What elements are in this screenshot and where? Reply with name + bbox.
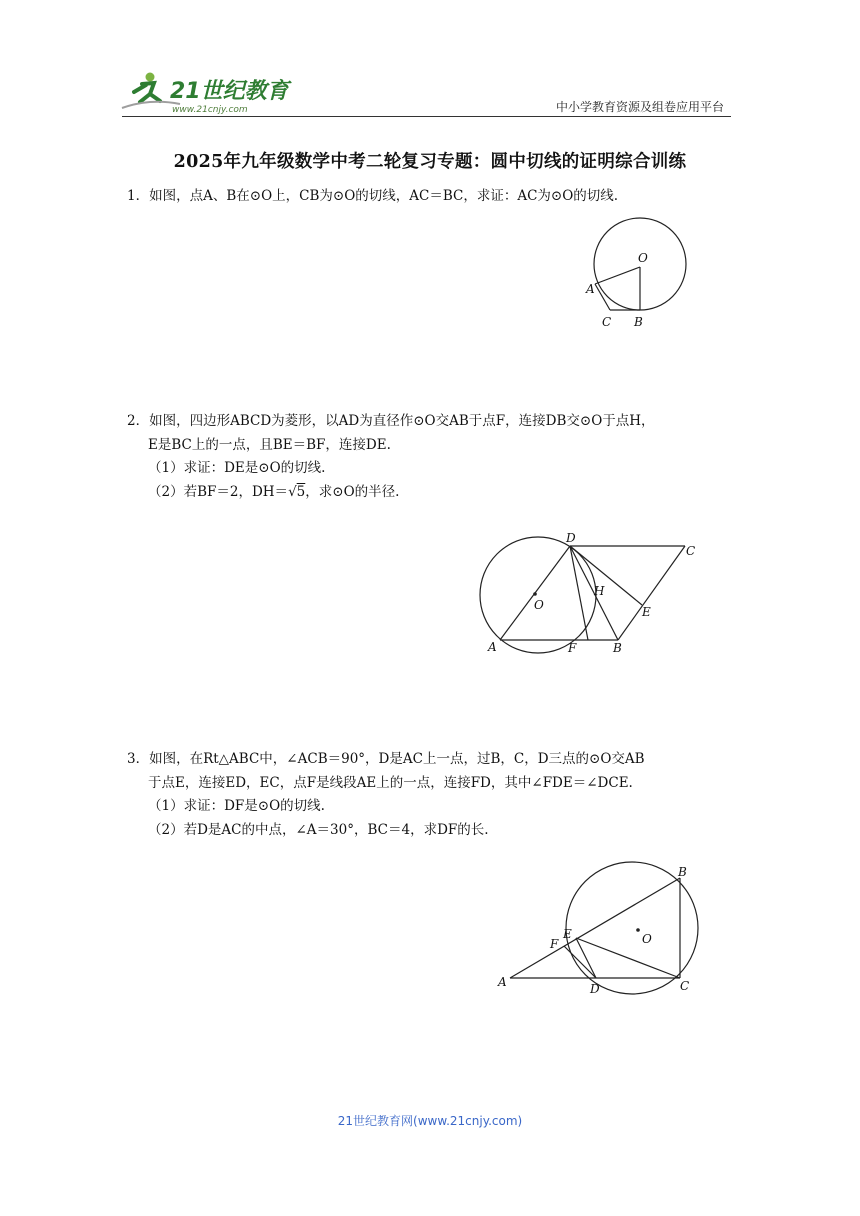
question-2-radicand: 5: [296, 483, 306, 500]
logo-url: www.21cnjy.com: [172, 105, 248, 115]
sqrt-symbol: √: [288, 483, 297, 500]
logo-text: 21世纪教育: [170, 79, 289, 104]
question-1-text: 1．如图，点A、B在⊙O上，CB为⊙O的切线，AC＝BC，求证：AC为⊙O的切线.: [127, 188, 619, 204]
label-a: A: [488, 640, 497, 654]
segment-ab: [510, 878, 680, 978]
label-a: A: [498, 975, 507, 989]
segment-df: [570, 546, 588, 640]
segment-ad: [500, 546, 570, 640]
label-h: H: [594, 584, 605, 598]
question-2-part2-a: （2）若BF＝2，DH＝: [148, 483, 289, 500]
header-divider: [122, 116, 731, 117]
question-3-line2: 于点E，连接ED，EC，点F是线段AE上的一点，连接FD，其中∠FDE＝∠DCE.: [148, 774, 633, 791]
center-dot: [636, 928, 640, 932]
page-title: 2025年九年级数学中考二轮复习专题：圆中切线的证明综合训练: [173, 152, 687, 172]
figure-3: [490, 858, 715, 1003]
circle-o: [480, 537, 596, 653]
segment-fd: [564, 946, 596, 978]
figure-2: [470, 530, 705, 660]
question-3: [127, 748, 735, 842]
label-f: F: [550, 937, 559, 951]
question-2-line2: E是BC上的一点，且BE＝BF，连接DE.: [148, 436, 391, 453]
label-e: E: [642, 605, 651, 619]
question-3-part2: （2）若D是AC的中点，∠A＝30°，BC＝4，求DF的长.: [148, 821, 489, 838]
platform-label: 中小学教育资源及组卷应用平台: [555, 100, 724, 114]
question-2-part2-b: ，求⊙O的半径.: [305, 483, 400, 500]
label-f: F: [568, 641, 577, 655]
label-a: A: [586, 282, 595, 296]
label-o: O: [638, 251, 648, 265]
label-b: B: [613, 641, 622, 655]
label-b: B: [634, 315, 643, 329]
label-c: C: [680, 979, 690, 993]
label-o: O: [534, 598, 544, 612]
footer-link[interactable]: 21世纪教育网(www.21cnjy.com): [337, 1114, 523, 1128]
question-2-line1: 2．如图，四边形ABCD为菱形，以AD为直径作⊙O交AB于点F，连接DB交⊙O于点H，: [127, 413, 655, 429]
label-o: O: [642, 932, 652, 946]
site-logo: [120, 68, 295, 118]
circle-o: [566, 862, 698, 994]
label-d: D: [590, 982, 600, 996]
segment-ec: [576, 938, 680, 978]
question-1: [127, 185, 735, 209]
segment-de: [570, 546, 642, 605]
question-2: [127, 410, 735, 504]
segment-oa: [595, 267, 640, 284]
question-2-part1: （1）求证：DE是⊙O的切线.: [148, 460, 326, 476]
question-3-part1: （1）求证：DF是⊙O的切线.: [148, 798, 325, 814]
figure-1: [578, 212, 693, 337]
label-b: B: [678, 865, 687, 879]
label-d: D: [566, 531, 576, 545]
question-3-line1: 3．如图，在Rt△ABC中，∠ACB＝90°，D是AC上一点，过B，C，D三点的⊙O交AB: [127, 751, 645, 767]
label-c: C: [602, 315, 612, 329]
label-e: E: [563, 927, 572, 941]
question-2-part2: [127, 481, 735, 505]
label-c: C: [686, 544, 696, 558]
